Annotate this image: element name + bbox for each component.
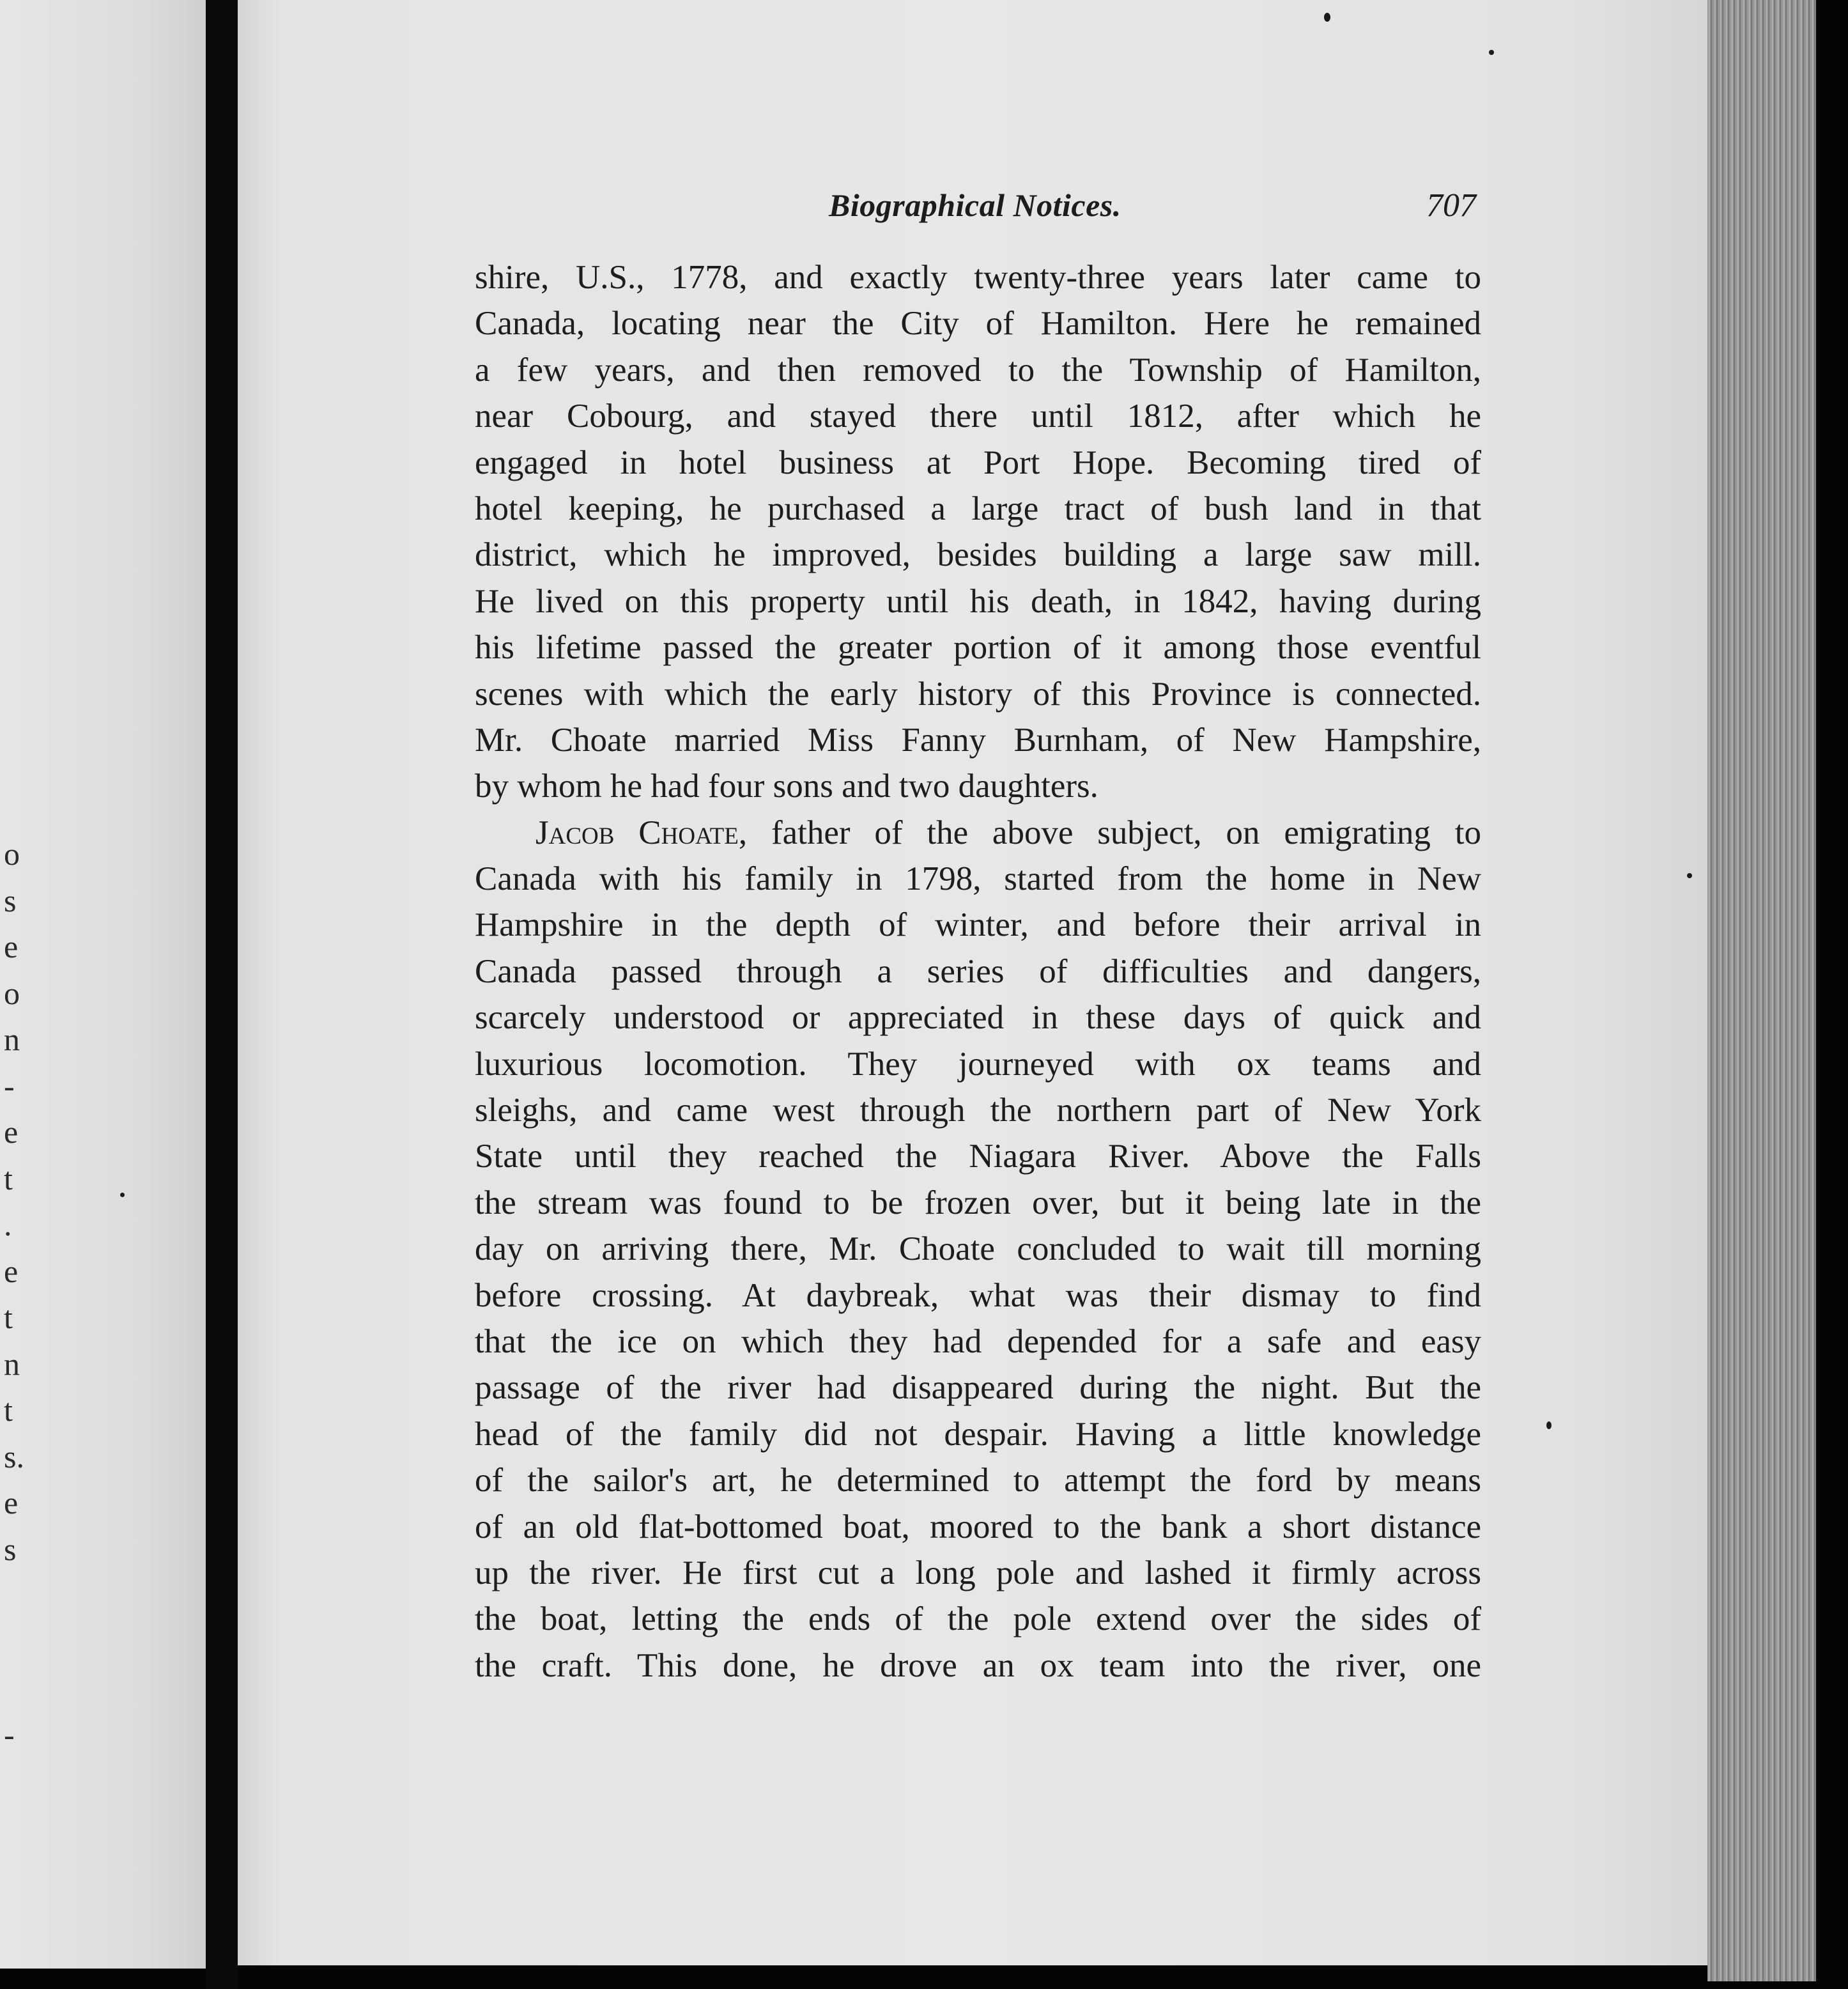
body-text — [475, 254, 1481, 1689]
text-line: sleighs, and came west through the northern part of New York — [475, 1092, 1481, 1129]
left-fragment — [4, 1665, 24, 1712]
text-line: luxurious locomotion. They journeyed with ox teams and — [475, 1045, 1481, 1083]
left-fragment: o — [4, 836, 20, 872]
text-line: the craft. This done, he drove an ox team into the river, one — [475, 1646, 1481, 1684]
text-line: of an old flat-bottomed boat, moored to the bank a short distance — [475, 1508, 1481, 1545]
left-page-line-fragments — [4, 831, 24, 1758]
text-line: passage of the river had disappeared during the night. But the — [475, 1369, 1481, 1407]
scan-speck — [1489, 50, 1494, 55]
book-gutter — [206, 0, 238, 1989]
left-fragment: n — [4, 1021, 20, 1057]
text-line: near Cobourg, and stayed there until 1812, after which he — [475, 398, 1481, 435]
text-line: scarcely understood or appreciated in these days of quick and — [475, 999, 1481, 1037]
text-line: State until they reached the Niagara River. Above the Falls — [475, 1138, 1481, 1175]
text-line: head of the family did not despair. Having a little knowledge — [475, 1415, 1481, 1453]
text-line: a few years, and then removed to the Township of Hamilton, — [475, 351, 1481, 389]
text-line: scenes with which the early history of this Province is connected. — [475, 675, 1481, 713]
text-line: the stream was found to be frozen over, but it being late in the — [475, 1184, 1481, 1221]
first-line-rest: , father of the above subject, on emigrating to — [738, 814, 1481, 851]
text-line: Canada, locating near the City of Hamilton. Here he remained — [475, 305, 1481, 343]
text-line: district, which he improved, besides building a large saw mill. — [475, 536, 1481, 574]
text-line: Mr. Choate married Miss Fanny Burnham, of New Hampshire, — [475, 721, 1481, 759]
left-fragment — [4, 1619, 24, 1666]
left-fragment: t — [4, 1160, 13, 1196]
text-line: engaged in hotel business at Port Hope. Becoming tired of — [475, 444, 1481, 481]
left-fragment: o — [4, 975, 20, 1011]
scan-speck — [120, 1193, 125, 1197]
text-line: of the sailor's art, he determined to attempt the ford by means — [475, 1462, 1481, 1499]
left-fragment: s — [4, 882, 17, 918]
left-fragment: e — [4, 1114, 19, 1150]
left-fragment: e — [4, 1485, 19, 1521]
left-fragment: e — [4, 1253, 19, 1289]
scan-speck — [1324, 13, 1330, 22]
left-fragment — [4, 1572, 24, 1619]
text-line: Canada with his family in 1798, started from the home in New — [475, 860, 1481, 898]
text-line: Canada passed through a series of difficulties and dangers, — [475, 952, 1481, 990]
text-line: the boat, letting the ends of the pole extend over the sides of — [475, 1600, 1481, 1638]
left-page-edge — [0, 0, 206, 1969]
running-head — [238, 187, 1476, 238]
subject-name: Jacob Choate — [535, 814, 739, 851]
text-line: hotel keeping, he purchased a large tract of bush land in that — [475, 490, 1481, 527]
left-fragment: s. — [4, 1438, 24, 1474]
left-fragment: e — [4, 929, 19, 964]
text-line: day on arriving there, Mr. Choate concluded to wait till morning — [475, 1230, 1481, 1268]
text-line: He lived on this property until his death, in 1842, having during — [475, 582, 1481, 620]
left-fragment: . — [4, 1207, 12, 1242]
text-line: up the river. He first cut a long pole and lashed it firmly across — [475, 1554, 1481, 1591]
text-line: that the ice on which they had depended for a safe and easy — [475, 1322, 1481, 1360]
left-fragment: n — [4, 1345, 20, 1382]
left-fragment: t — [4, 1392, 13, 1428]
page-number: 707 — [1426, 187, 1476, 224]
scan-border — [1816, 0, 1848, 1989]
left-fragment: s — [4, 1531, 17, 1567]
scan-speck — [1546, 1421, 1552, 1429]
text-line: his lifetime passed the greater portion of it among those eventful — [475, 629, 1481, 667]
text-line: by whom he had four sons and two daughters. — [475, 768, 1098, 805]
left-fragment: - — [4, 1716, 15, 1753]
text-line: before crossing. At daybreak, what was their dismay to find — [475, 1276, 1481, 1314]
running-title: Biographical Notices. — [829, 187, 1121, 223]
paragraph-2-first-line — [475, 810, 1481, 856]
text-line: shire, U.S., 1778, and exactly twenty-three years later came to — [475, 259, 1481, 296]
text-line: Hampshire in the depth of winter, and before their arrival in — [475, 906, 1481, 944]
left-fragment: - — [4, 1067, 15, 1104]
scan-speck — [1687, 873, 1692, 878]
left-fragment: t — [4, 1299, 13, 1335]
page-edge-stack — [1707, 0, 1816, 1981]
